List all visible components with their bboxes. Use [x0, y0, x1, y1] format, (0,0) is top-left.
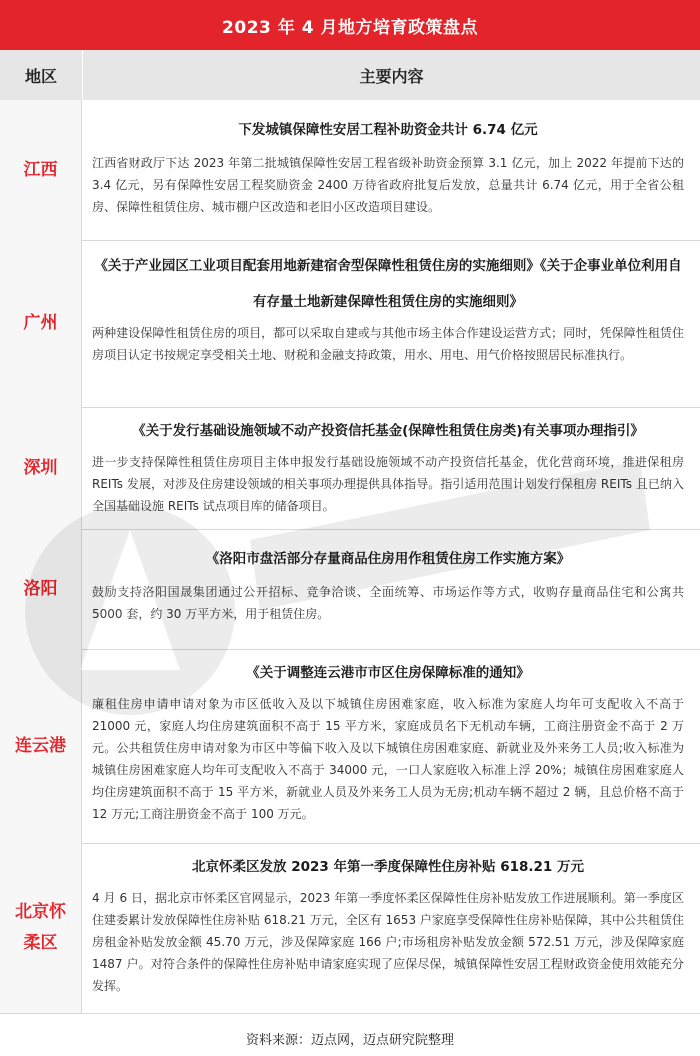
content-cell	[82, 843, 700, 1013]
content-cell	[82, 407, 700, 529]
region-cell: 北京怀柔区	[0, 843, 82, 1013]
table-title: 2023 年 4 月地方培育政策盘点	[0, 0, 700, 50]
table-row-jiangxi	[0, 100, 700, 241]
policy-body: 廉租住房申请申请对象为市区低收入及以下城镇住房困难家庭，收入标准为家庭人均年可支配收入不高于 21000 元，家庭人均住房建筑面积不高于 15 平方米，家庭成员名下无机动车辆，工商注册资金不高于 2 万元。公共租赁住房申请对象为市区中等偏下收入及以下城镇住房困难家庭、新就业及外来务工人员;收入标准为城镇住房困难家庭人均年可支配收入不高于 34000 元，一口人家庭收入标准上浮 20%；城镇住房困难家庭人均住房建筑面积不高于 15 平方米，新就业人员及外来务工人员为无房;机动车辆不超过 2 辆，且总价格不高于 12 万元;工商注册资金不高于 100 万元。	[92, 697, 684, 821]
table-row-guangzhou	[0, 240, 700, 408]
region-cell: 广州	[0, 240, 82, 407]
policy-heading: 北京怀柔区发放 2023 年第一季度保障性住房补贴 618.21 万元	[192, 859, 584, 875]
policy-heading: 《洛阳市盘活部分存量商品住房用作租赁住房工作实施方案》	[205, 551, 571, 567]
region-cell: 深圳	[0, 407, 82, 529]
table-row-beijing-huairou	[0, 843, 700, 1014]
region-cell: 连云港	[0, 649, 82, 843]
content-cell	[82, 649, 700, 843]
header-region: 地区	[0, 50, 83, 100]
content-cell	[82, 100, 700, 240]
table-row-lianyungang	[0, 649, 700, 844]
policy-heading: 《关于调整连云港市市区住房保障标准的通知》	[246, 665, 530, 681]
policy-heading: 《关于产业园区工业项目配套用地新建宿舍型保障性租赁住房的实施细则》《关于企事业单位利用自有存量土地新建保障性租赁住房的实施细则》	[94, 258, 682, 310]
policy-body: 鼓励支持洛阳国晟集团通过公开招标、竞争洽谈、全面统筹、市场运作等方式，收购存量商品住宅和公寓共 5000 套，约 30 万平方米，用于租赁住房。	[92, 585, 684, 621]
policy-body: 4 月 6 日，据北京市怀柔区官网显示，2023 年第一季度怀柔区保障性住房补贴发放工作进展顺利。第一季度区住建委累计发放保障性住房补贴 618.21 万元，全区有 1653 户家庭享受保障性住房补贴保障，其中公共租赁住房租金补贴发放金额 45.70 万元，涉及保障家庭 166 户;市场租房补贴发放金额 572.51 万元，涉及保障家庭 1487 户。对符合条件的保障性住房补贴申请家庭实现了应保尽保，城镇保障性安居工程财政资金使用效能充分发挥。	[92, 891, 684, 993]
policy-body: 进一步支持保障性租赁住房项目主体申报发行基础设施领域不动产投资信托基金，优化营商环境，推进保租房 REITs 发展，对涉及住房建设领域的相关事项办理提供具体指导。指引适用范围计划发行保租房 REITs 且已纳入全国基础设施 REITs 试点项目库的储备项目。	[92, 455, 684, 513]
policy-heading: 《关于发行基础设施领域不动产投资信托基金(保障性租赁住房类)有关事项办理指引》	[132, 423, 644, 439]
policy-heading: 下发城镇保障性安居工程补助资金共计 6.74 亿元	[238, 122, 538, 138]
policy-body: 江西省财政厅下达 2023 年第二批城镇保障性安居工程省级补助资金预算 3.1 亿元，加上 2022 年提前下达的 3.4 亿元，另有保障性安居工程奖励资金 2400 万待省政府批复后发放，总量共计 6.74 亿元，用于全省公租房、保障性租赁住房、城市棚户区改造和老旧小区改造项目建设。	[92, 156, 684, 214]
region-cell: 江西	[0, 100, 82, 240]
content-cell	[82, 240, 700, 407]
table-row-shenzhen	[0, 407, 700, 530]
header-content: 主要内容	[359, 66, 424, 86]
source-note: 资料来源：迈点网，迈点研究院整理	[245, 1032, 454, 1048]
table-header	[0, 50, 700, 100]
table-row-luoyang	[0, 529, 700, 650]
region-cell: 洛阳	[0, 529, 82, 649]
policy-body: 两种建设保障性租赁住房的项目，都可以采取自建或与其他市场主体合作建设运营方式；同时，凭保障性租赁住房项目认定书按规定享受相关土地、财税和金融支持政策，用水、用电、用气价格按照居民标准执行。	[92, 326, 684, 362]
content-cell	[82, 529, 700, 649]
